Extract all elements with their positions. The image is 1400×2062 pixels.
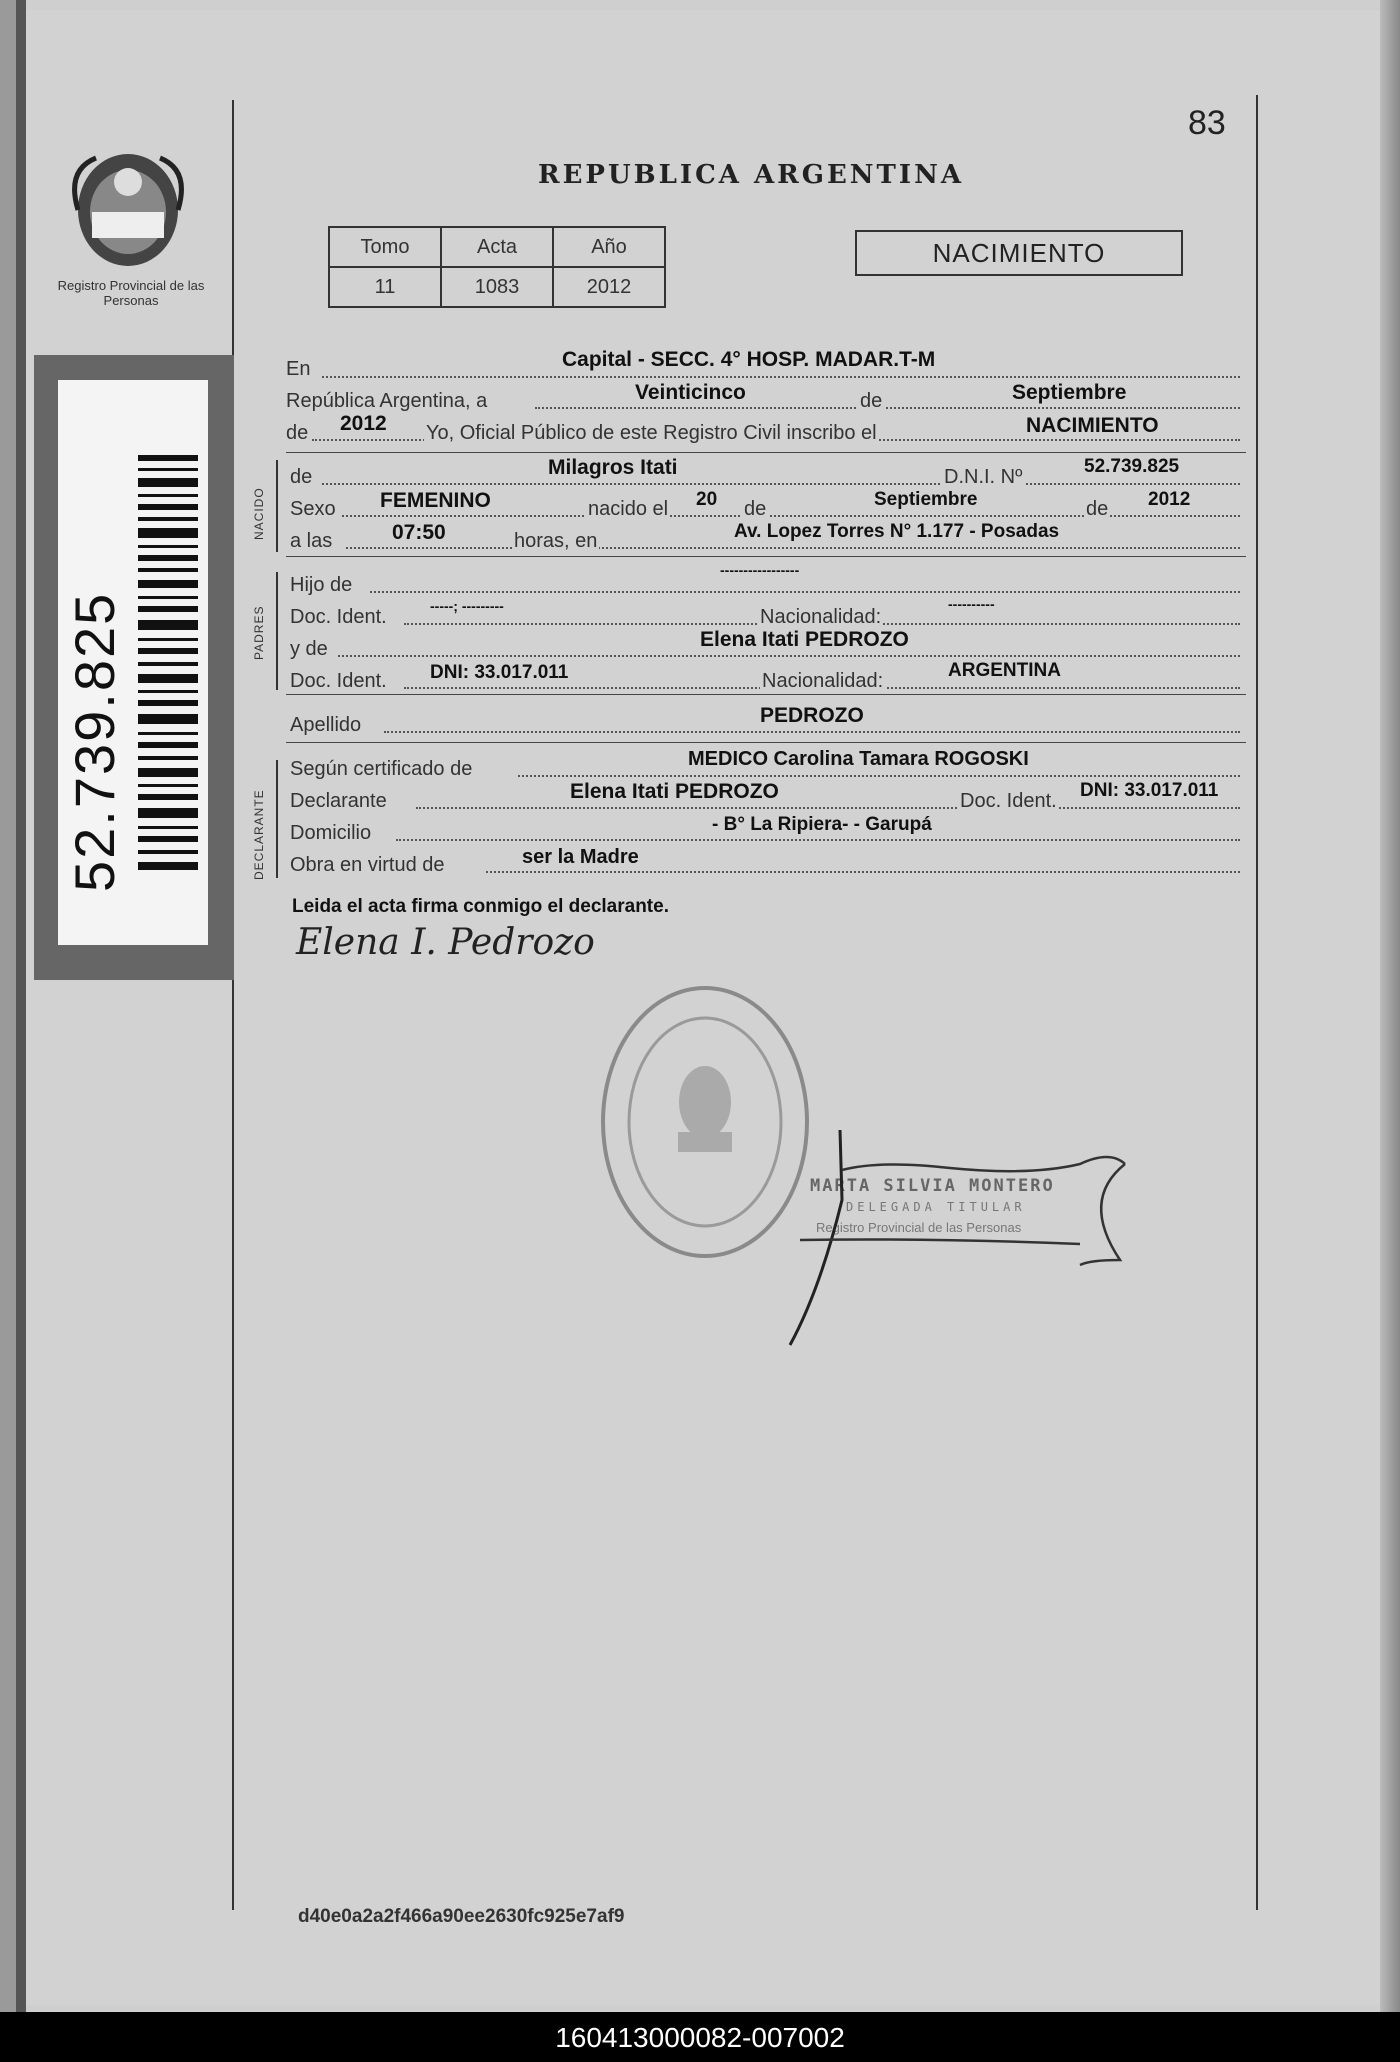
label-obra: Obra en virtud de	[290, 854, 445, 876]
label-yo: Yo, Oficial Público de este Registro Civil inscribo el	[426, 422, 877, 444]
value-mes: Septiembre	[1012, 381, 1127, 404]
label-y-de: y de	[290, 638, 328, 660]
value-domicilio: - B° La Ripiera- - Garupá	[712, 814, 932, 835]
value-dia-nac: 20	[696, 489, 718, 510]
section-label-nacido: NACIDO	[252, 487, 266, 540]
table-value-anio: 2012	[553, 267, 665, 307]
value-mes-nac: Septiembre	[874, 489, 978, 510]
label-dni: D.N.I. Nº	[944, 466, 1023, 488]
value-anio-nac: 2012	[1148, 489, 1191, 510]
value-nombre: Milagros Itati	[548, 456, 678, 479]
section-label-declarante: DECLARANTE	[252, 789, 266, 880]
label-de-mes: de	[744, 498, 767, 520]
label-republica: República Argentina, a	[286, 390, 488, 412]
label-nacionalidad2: Nacionalidad:	[762, 670, 884, 692]
label-horas-en: horas, en	[514, 530, 598, 552]
divider-nacido-top	[286, 452, 1246, 453]
value-lugar: Capital - SECC. 4° HOSP. MADAR.T-M	[562, 348, 936, 371]
official-stamp-office: Registro Provincial de las Personas	[816, 1220, 1022, 1235]
document-type-box	[855, 230, 1183, 276]
barcode-number: 52.739.825	[63, 591, 126, 892]
value-apellido: PEDROZO	[760, 704, 864, 727]
label-doc-ident2: Doc. Ident.	[290, 670, 387, 692]
official-stamp-name: MARTA SILVIA MONTERO	[810, 1176, 1055, 1196]
table-header-tomo: Tomo	[329, 227, 441, 267]
label-doc-ident1: Doc. Ident.	[290, 606, 387, 628]
label-nacido-el: nacido el	[588, 498, 669, 520]
coat-of-arms-logo	[66, 140, 190, 270]
right-margin-line	[1256, 95, 1258, 1910]
signature-declarante: Elena I. Pedrozo	[296, 922, 595, 963]
value-acto: NACIMIENTO	[1026, 414, 1159, 437]
value-madre-nac: ARGENTINA	[948, 660, 1061, 681]
label-de-nombre: de	[290, 466, 313, 488]
table-header-anio: Año	[553, 227, 665, 267]
value-anio: 2012	[340, 412, 387, 435]
signature-official	[780, 1120, 1140, 1350]
registry-table	[328, 226, 666, 308]
value-padre-doc: -----; ---------	[430, 598, 504, 614]
label-segun: Según certificado de	[290, 758, 473, 780]
label-a-las: a las	[290, 530, 333, 552]
section-label-padres: PADRES	[252, 605, 266, 660]
value-padre: -----------------	[720, 562, 800, 578]
table-value-acta: 1083	[441, 267, 553, 307]
table-value-tomo: 11	[329, 267, 441, 307]
label-en: En	[286, 358, 311, 380]
label-sexo: Sexo	[290, 498, 336, 520]
label-de-anio: de	[1086, 498, 1109, 520]
divider-nacido-bottom	[286, 556, 1246, 557]
value-sexo: FEMENINO	[380, 489, 491, 512]
label-de1: de	[860, 390, 883, 412]
divider-apellido-bottom	[286, 742, 1246, 743]
value-madre-doc: DNI: 33.017.011	[430, 662, 569, 683]
footer-id: 160413000082-007002	[555, 2022, 845, 2053]
divider-padres-bottom	[286, 694, 1246, 695]
nacido-bracket	[276, 460, 278, 552]
document-type: NACIMIENTO	[932, 238, 1106, 268]
official-stamp-role: DELEGADA TITULAR	[846, 1200, 1026, 1214]
label-domicilio: Domicilio	[290, 822, 372, 844]
label-apellido: Apellido	[290, 714, 362, 736]
value-obra: ser la Madre	[522, 846, 639, 868]
left-page-shadow	[16, 0, 26, 2012]
label-nacionalidad1: Nacionalidad:	[760, 606, 882, 628]
label-de2: de	[286, 422, 309, 444]
page-number: 83	[1188, 104, 1226, 142]
label-declarante: Declarante	[290, 790, 387, 812]
value-dni: 52.739.825	[1084, 456, 1180, 477]
label-hijo-de: Hijo de	[290, 574, 353, 596]
value-dia: Veinticinco	[635, 381, 746, 404]
page-title: REPUBLICA ARGENTINA	[538, 160, 965, 190]
value-padre-nac: ----------	[948, 596, 995, 612]
right-page-edge	[1380, 0, 1400, 2012]
padres-bracket	[276, 572, 278, 690]
footer-bar	[0, 2012, 1400, 2062]
logo-caption: Registro Provincial de las Personas	[57, 278, 205, 308]
value-declarante: Elena Itati PEDROZO	[570, 780, 779, 803]
value-hora: 07:50	[392, 521, 446, 544]
value-madre: Elena Itati PEDROZO	[700, 628, 909, 651]
label-doc-ident3: Doc. Ident.	[960, 790, 1057, 812]
value-lugar-nac: Av. Lopez Torres N° 1.177 - Posadas	[734, 521, 1060, 542]
value-declarante-doc: DNI: 33.017.011	[1080, 780, 1219, 801]
closing-statement: Leida el acta firma conmigo el declarante.	[292, 896, 669, 917]
value-certificado: MEDICO Carolina Tamara ROGOSKI	[688, 748, 1029, 770]
document-hash: d40e0a2a2f466a90ee2630fc925e7af9	[298, 1906, 625, 1927]
table-header-acta: Acta	[441, 227, 553, 267]
declarante-bracket	[276, 760, 278, 878]
